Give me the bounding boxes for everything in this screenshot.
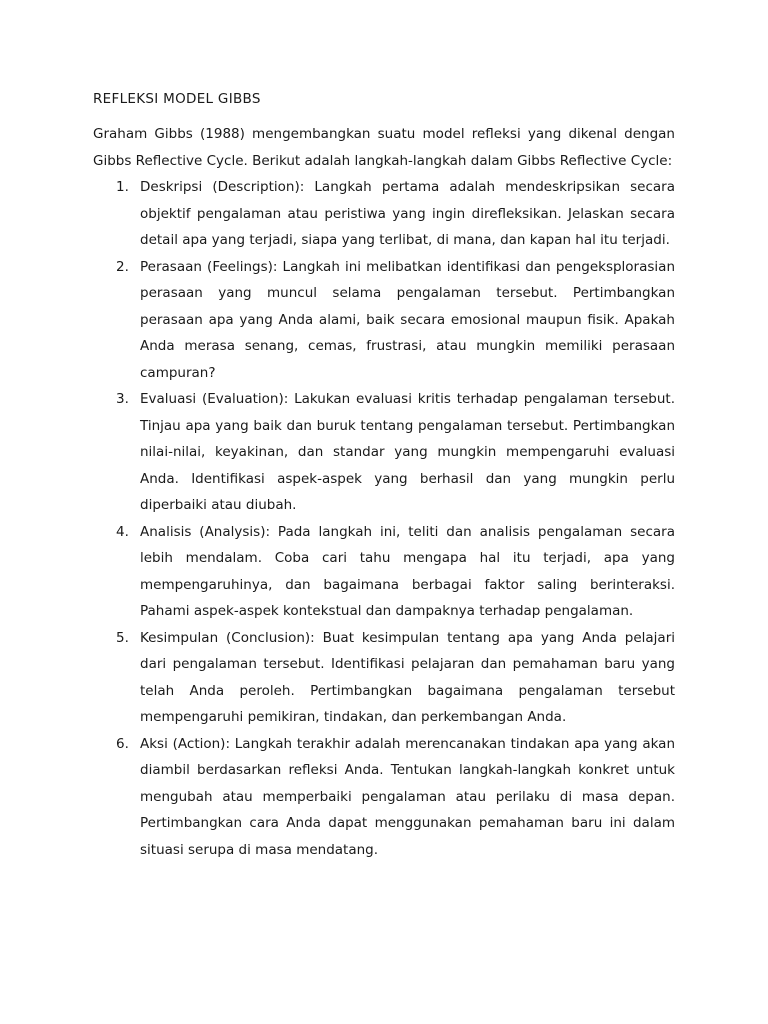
list-item (93, 519, 675, 625)
list-item-number: 4. (116, 523, 129, 540)
list-item-text: Aksi (Action): Langkah terakhir adalah merencanakan tindakan apa yang akan diambil berdasarkan refleksi Anda. Tentukan langkah-langkah konkret untuk mengubah atau memperbaiki pengalaman atau perilaku di masa depan. Pertimbangkan cara Anda dapat menggunakan pemahaman baru ini dalam situasi serupa di masa mendatang. (140, 735, 675, 858)
list-item (93, 386, 675, 519)
list-item-number: 1. (116, 179, 129, 195)
list-item-text: Kesimpulan (Conclusion): Buat kesimpulan tentang apa yang Anda pelajari dari pengalaman tersebut. Identifikasi pelajaran dan pemahaman baru yang telah Anda peroleh. Pertimbangkan bagaimana pengalaman tersebut mempengaruhi pemikiran, tindakan, dan perkembangan Anda. (140, 629, 675, 725)
list-item (93, 174, 675, 254)
list-item-text: Evaluasi (Evaluation): Lakukan evaluasi kritis terhadap pengalaman tersebut. Tinjau apa yang baik dan buruk tentang pengalaman tersebut. Pertimbangkan nilai-nilai, keyakinan, dan standar yang mungkin mempengaruhi evaluasi Anda. Identifikasi aspek-aspek yang berhasil dan yang mungkin perlu diperbaiki atau diubah. (140, 391, 675, 513)
list-item-number: 3. (116, 391, 129, 407)
steps-list (93, 174, 675, 863)
list-item-number: 2. (116, 258, 129, 275)
list-item (93, 625, 675, 731)
list-item-text: Analisis (Analysis): Pada langkah ini, teliti dan analisis pengalaman secara lebih mendalam. Coba cari tahu mengapa hal itu terjadi, apa yang mempengaruhinya, dan bagaimana berbagai faktor saling berinteraksi. Pahami aspek-aspek kontekstual dan dampaknya terhadap pengalaman. (140, 523, 675, 619)
list-item (93, 731, 675, 864)
document-title: REFLEKSI MODEL GIBBS (93, 91, 261, 107)
list-item-text: Deskripsi (Description): Langkah pertama adalah mendeskripsikan secara objektif pengalaman atau peristiwa yang ingin direfleksikan. Jelaskan secara detail apa yang terjadi, siapa yang terlibat, di mana, dan kapan hal itu terjadi. (140, 179, 675, 248)
list-item-number: 5. (116, 629, 129, 646)
list-item-text: Perasaan (Feelings): Langkah ini melibatkan identifikasi dan pengeksplorasian perasaan yang muncul selama pengalaman tersebut. Pertimbangkan perasaan apa yang Anda alami, baik secara emosional maupun fisik. Apakah Anda merasa senang, cemas, frustrasi, atau mungkin memiliki perasaan campuran? (140, 258, 675, 381)
list-item-number: 6. (116, 735, 129, 752)
intro-paragraph: Graham Gibbs (1988) mengembangkan suatu model refleksi yang dikenal dengan Gibbs Reflective Cycle. Berikut adalah langkah-langkah dalam Gibbs Reflective Cycle: (93, 126, 675, 169)
list-item (93, 254, 675, 387)
